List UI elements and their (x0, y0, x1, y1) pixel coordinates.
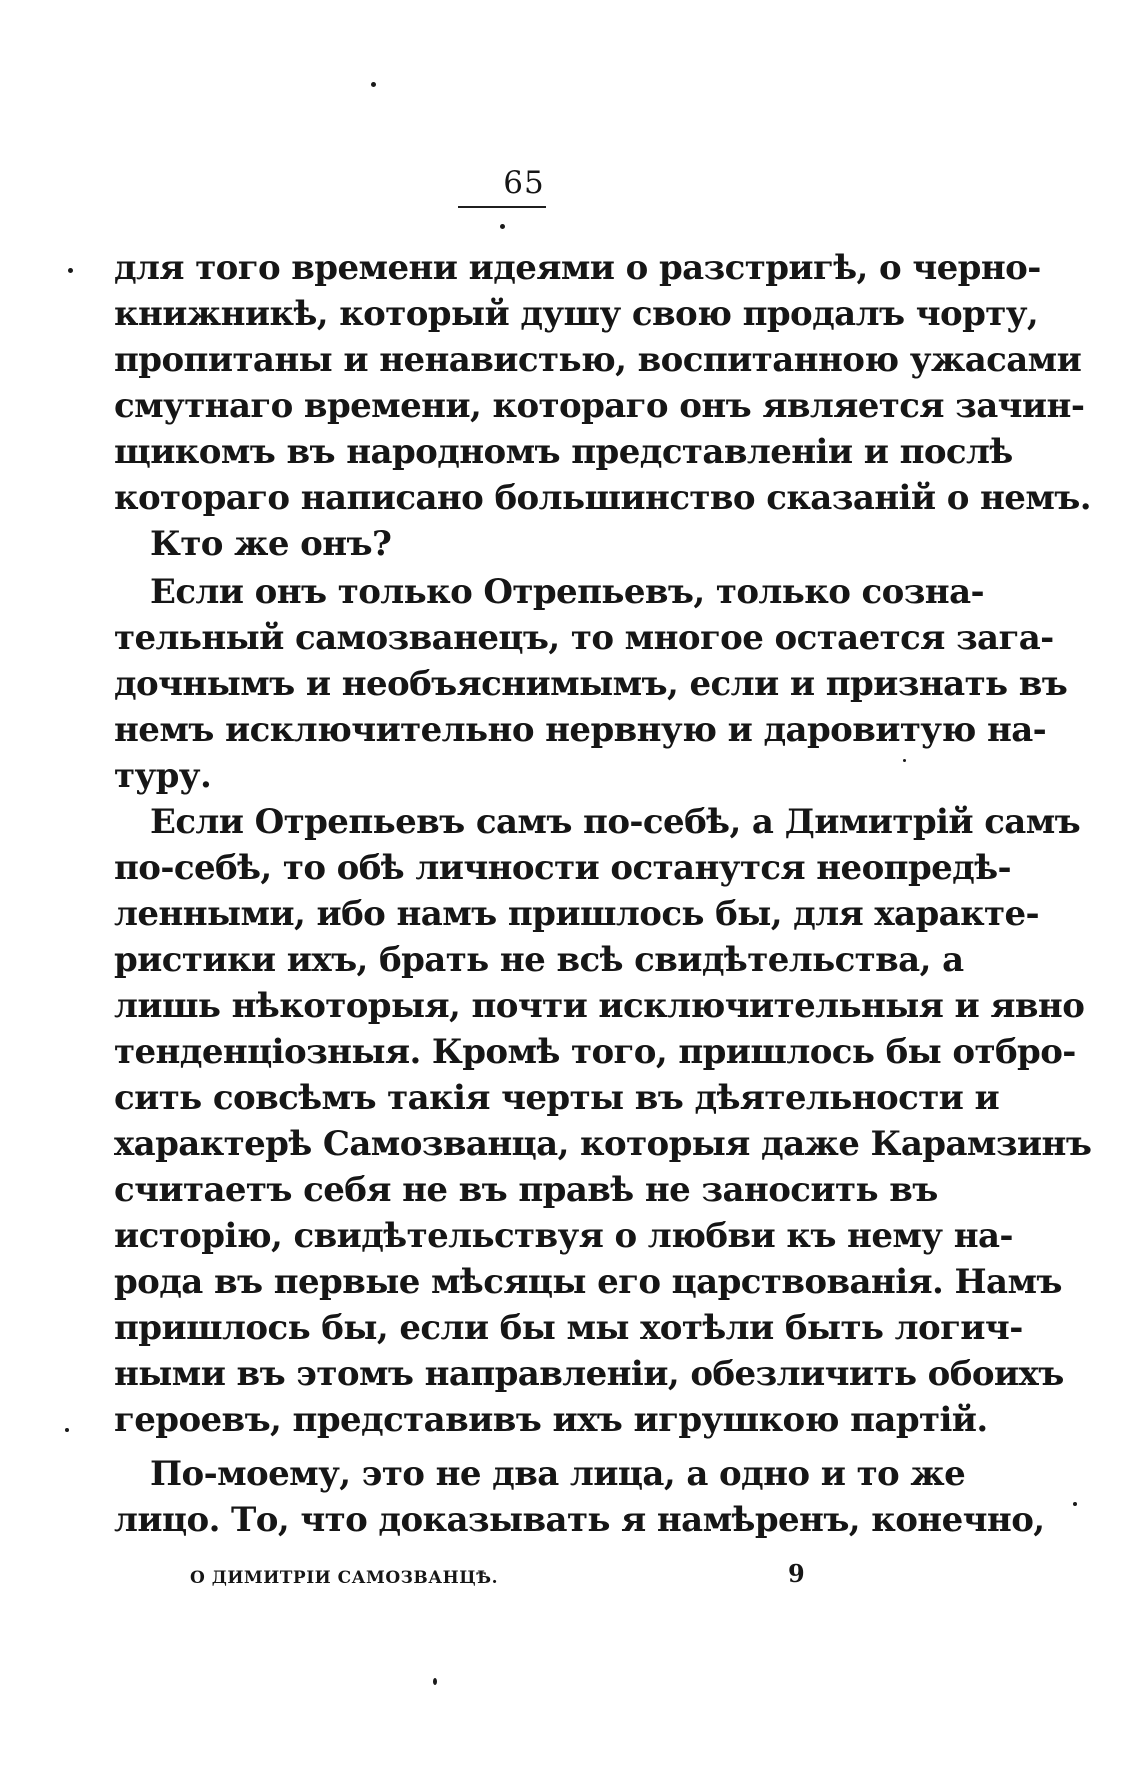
header-rule (458, 206, 546, 208)
text-line: тельный самозванецъ, то многое остается зага- (114, 618, 1054, 658)
signature-mark: О ДИМИТРІИ САМОЗВАНЦѢ. (190, 1568, 499, 1588)
text-line: ленными, ибо намъ пришлось бы, для характе- (114, 894, 1040, 934)
text-line: книжникѣ, который душу свою продалъ чорту, (114, 294, 1039, 334)
text-line: ристики ихъ, брать не всѣ свидѣтельства, а (114, 940, 964, 980)
text-line: героевъ, представивъ ихъ игрушкою партій. (114, 1400, 988, 1440)
text-line: сить совсѣмъ такія черты въ дѣятельности и (114, 1078, 1000, 1118)
text-line: ными въ этомъ направленіи, обезличить обоихъ (114, 1354, 1064, 1394)
scan-speck (371, 82, 376, 87)
text-line: туру. (114, 756, 212, 796)
page-number: 65 (503, 165, 545, 201)
text-line: считаетъ себя не въ правѣ не заносить въ (114, 1170, 938, 1210)
scan-speck (903, 759, 906, 762)
text-line: характерѣ Самозванца, которыя даже Карамзинъ (114, 1124, 1092, 1164)
text-line: пришлось бы, если бы мы хотѣли быть логич- (114, 1308, 1023, 1348)
scan-speck (68, 268, 73, 273)
text-line: рода въ первые мѣсяцы его царствованія. Намъ (114, 1262, 1062, 1302)
text-line: Если онъ только Отрепьевъ, только созна- (150, 572, 985, 612)
text-line: пропитаны и ненавистью, воспитанною ужасами (114, 340, 1082, 380)
text-line: Если Отрепьевъ самъ по-себѣ, а Димитрій самъ (150, 802, 1081, 842)
scan-speck (433, 1678, 437, 1685)
text-line: Кто же онъ? (150, 524, 392, 564)
text-line: для того времени идеями о разстригѣ, о черно- (114, 248, 1041, 288)
scan-speck (1073, 1502, 1077, 1506)
text-line: смутнаго времени, котораго онъ является зачин- (114, 386, 1085, 426)
sheet-number: 9 (788, 1559, 805, 1588)
text-line: щикомъ въ народномъ представленіи и послѣ (114, 432, 1013, 472)
scan-speck (65, 1428, 69, 1432)
text-line: лишь нѣкоторыя, почти исключительныя и явно (114, 986, 1085, 1026)
text-line: котораго написано большинство сказаній о немъ. (114, 478, 1091, 518)
text-line: по-себѣ, то обѣ личности останутся неопредѣ- (114, 848, 1012, 888)
text-line: тенденціозныя. Кромѣ того, пришлось бы отбро- (114, 1032, 1076, 1072)
text-line: По-моему, это не два лица, а одно и то же (150, 1454, 966, 1494)
scan-speck (500, 224, 505, 229)
text-line: немъ исключительно нервную и даровитую на- (114, 710, 1047, 750)
text-line: исторію, свидѣтельствуя о любви къ нему на- (114, 1216, 1013, 1256)
text-line: дочнымъ и необъяснимымъ, если и признать въ (114, 664, 1068, 704)
text-line: лицо. То, что доказывать я намѣренъ, конечно, (114, 1500, 1045, 1540)
